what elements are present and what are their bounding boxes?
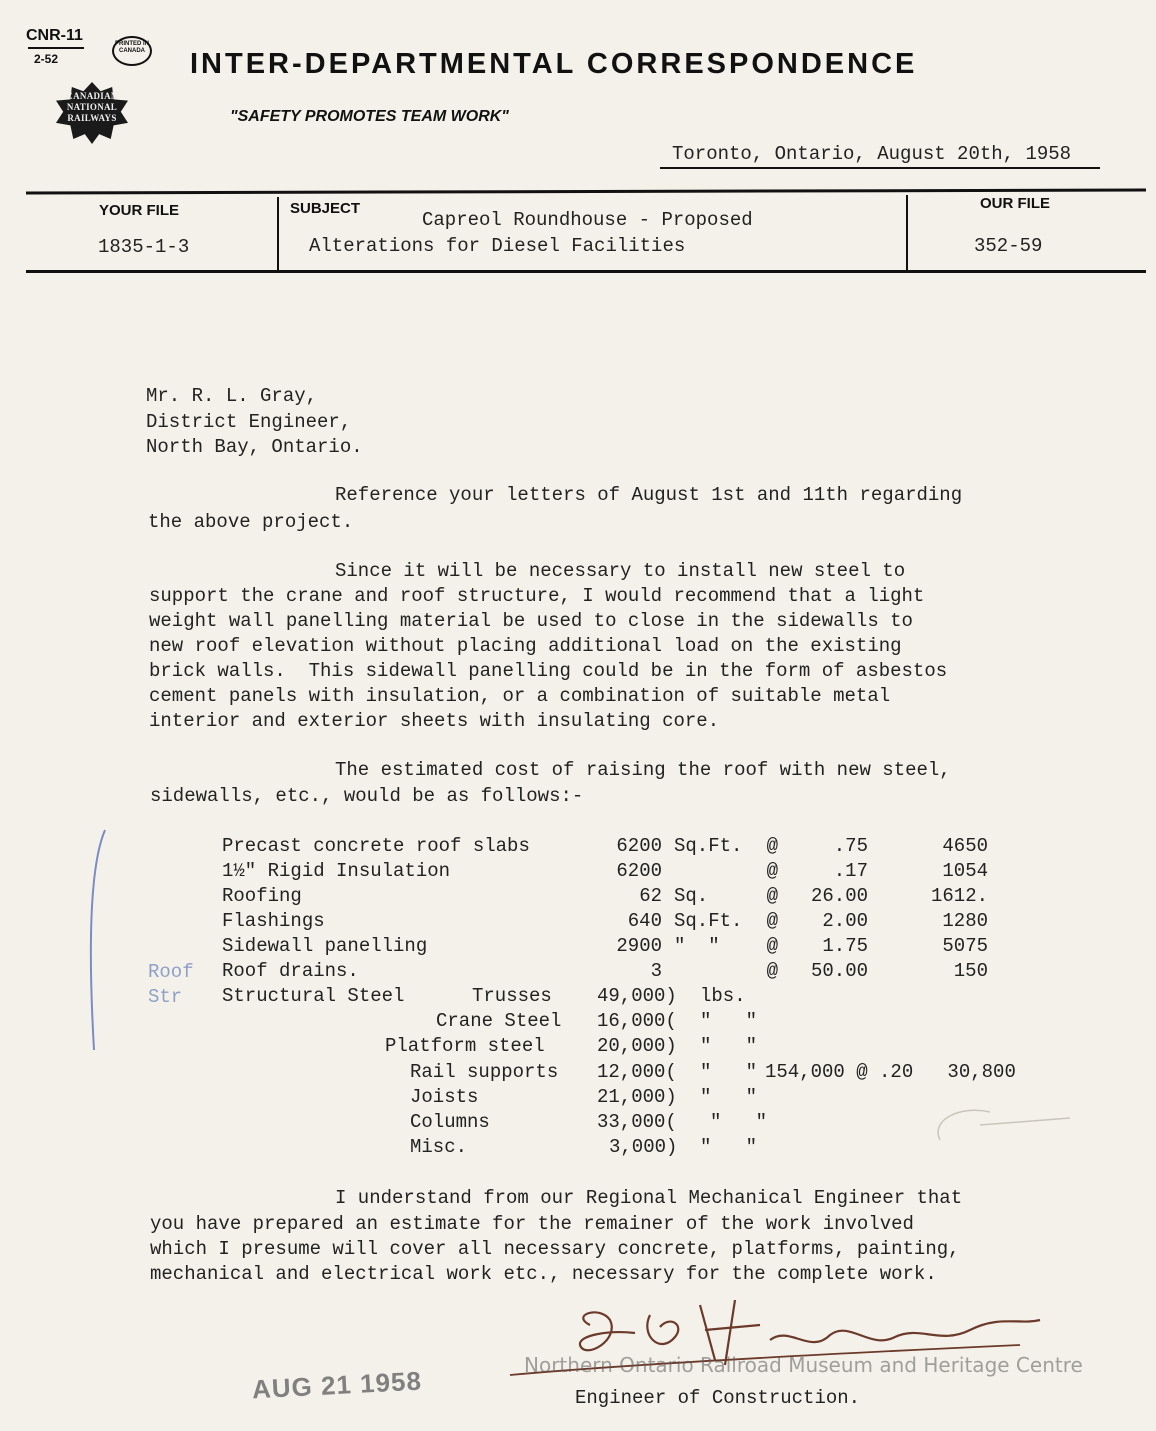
- steel-row-unit: " ": [700, 1086, 758, 1108]
- steel-row-unit: " ": [710, 1111, 768, 1133]
- steel-row-unit: " ": [700, 1010, 758, 1032]
- paragraph-2-line-3: weight wall panelling material be used to close in the sidewalls to: [149, 610, 913, 632]
- cost-at-sign: @: [766, 885, 778, 907]
- paragraph-3-line-2: sidewalls, etc., would be as follows:-: [150, 785, 584, 807]
- cost-unit: [662, 860, 754, 885]
- cost-unit: [662, 960, 754, 985]
- our-file-label: OUR FILE: [980, 195, 1050, 212]
- printed-in-canada-text: PRINTED IN CANADA: [114, 41, 149, 54]
- paragraph-3-line-1: The estimated cost of raising the roof with new steel,: [335, 759, 951, 781]
- paragraph-2-line-6: cement panels with insulation, or a combination of suitable metal: [149, 685, 891, 707]
- cost-item: 1½" Rigid Insulation: [222, 860, 451, 882]
- cost-rate: .17: [833, 860, 868, 882]
- cost-quantity: 640: [627, 910, 662, 932]
- cost-amount: 1054: [942, 860, 988, 882]
- steel-row-unit: " ": [700, 1035, 758, 1057]
- cost-rate: 26.00: [810, 885, 868, 907]
- form-code: CNR-11: [26, 27, 83, 44]
- cost-rate: 2.00: [822, 910, 868, 932]
- paragraph-2-line-5: brick walls. This sidewall panelling could be in the form of asbestos: [149, 660, 948, 682]
- cost-row: [222, 835, 988, 860]
- cost-at-sign: @: [766, 835, 778, 857]
- cost-row: [222, 960, 988, 985]
- steel-row-unit: " ": [700, 1061, 758, 1083]
- steel-row-qty: 16,000(: [597, 1010, 677, 1032]
- steel-row-qty: 49,000): [597, 985, 677, 1007]
- steel-row: Joists: [410, 1086, 479, 1108]
- cost-at-sign: @: [766, 935, 778, 957]
- paragraph-4-line-2: you have prepared an estimate for the remainer of the work involved: [150, 1213, 914, 1235]
- form-code-date: 2-52: [34, 52, 59, 66]
- cost-item: Sidewall panelling: [222, 935, 428, 957]
- cost-unit: Sq.Ft.: [674, 835, 743, 857]
- our-file-value: 352-59: [974, 235, 1043, 257]
- header-box-divider-1: [277, 197, 279, 273]
- cost-item: Flashings: [222, 910, 325, 932]
- steel-row-qty: 20,000): [597, 1035, 677, 1057]
- cost-item: Roofing: [222, 885, 302, 907]
- cost-rate: .75: [833, 835, 868, 857]
- structural-steel-heading: Structural Steel: [222, 985, 405, 1007]
- cost-row: [222, 860, 988, 885]
- cost-amount: 1612.: [930, 885, 988, 907]
- your-file-value: 1835-1-3: [98, 236, 190, 258]
- addressee-line-3: North Bay, Ontario.: [146, 436, 363, 458]
- header-box-bottom: [26, 270, 1146, 273]
- addressee-line-1: Mr. R. L. Gray,: [146, 385, 318, 407]
- cost-amount: 5075: [942, 935, 988, 957]
- form-heading: INTER-DEPARTMENTAL CORRESPONDENCE: [190, 48, 918, 80]
- margin-note-str: Str: [148, 986, 183, 1008]
- steel-row: Misc.: [410, 1136, 468, 1158]
- cost-quantity: 62: [639, 885, 662, 907]
- cost-rate: 1.75: [822, 935, 868, 957]
- museum-watermark: Northern Ontario Railroad Museum and Heritage Centre: [524, 1353, 1083, 1377]
- received-date-stamp: AUG 21 1958: [251, 1365, 423, 1405]
- paragraph-4-line-1: I understand from our Regional Mechanical Engineer that: [335, 1187, 963, 1209]
- steel-row-qty: 12,000(: [597, 1061, 677, 1083]
- cost-unit: Sq.Ft.: [674, 910, 743, 932]
- steel-row: Rail supports: [410, 1061, 559, 1083]
- paragraph-1-line-2: the above project.: [148, 511, 354, 533]
- handwritten-signature: [500, 1285, 1060, 1395]
- steel-row-unit: " ": [700, 1136, 758, 1158]
- cost-amount: 150: [953, 960, 988, 982]
- cost-item: Roof drains.: [222, 960, 359, 982]
- margin-note-roof: Roof: [148, 961, 194, 983]
- cost-quantity: 6200: [616, 835, 662, 857]
- pen-margin-mark: [60, 825, 120, 1055]
- steel-row: Crane Steel: [436, 1010, 562, 1032]
- cost-quantity: 2900: [616, 935, 662, 957]
- subject-line-1: Capreol Roundhouse - Proposed: [422, 209, 753, 231]
- cost-table: [222, 835, 988, 985]
- subject-line-2: Alterations for Diesel Facilities: [309, 235, 686, 257]
- paragraph-2-line-4: new roof elevation without placing additional load on the existing: [149, 635, 902, 657]
- cost-quantity: 3: [650, 960, 662, 982]
- your-file-label: YOUR FILE: [99, 202, 180, 219]
- cost-rate: 50.00: [810, 960, 868, 982]
- paragraph-4-line-3: which I presume will cover all necessary concrete, platforms, painting,: [150, 1238, 960, 1260]
- cost-at-sign: @: [766, 860, 778, 882]
- pencil-scribble: [920, 1100, 1090, 1160]
- addressee-line-2: District Engineer,: [146, 411, 352, 433]
- signature-title: Engineer of Construction.: [575, 1387, 861, 1409]
- steel-row: Columns: [410, 1111, 490, 1133]
- steel-row: Trusses: [472, 985, 552, 1007]
- header-box-divider-2: [906, 195, 908, 271]
- cost-at-sign: @: [766, 960, 778, 982]
- date-underline: [660, 167, 1100, 169]
- paragraph-1-line-1: Reference your letters of August 1st and 11th regarding: [335, 484, 963, 506]
- paragraph-4-line-4: mechanical and electrical work etc., necessary for the complete work.: [150, 1263, 937, 1285]
- cost-unit: Sq.: [674, 885, 709, 907]
- form-code-rule: [28, 47, 84, 49]
- cost-amount: 1280: [942, 910, 988, 932]
- form-slogan: "SAFETY PROMOTES TEAM WORK": [230, 108, 509, 125]
- subject-label: SUBJECT: [290, 200, 361, 217]
- cost-item: Precast concrete roof slabs: [222, 835, 530, 857]
- place-date: Toronto, Ontario, August 20th, 1958: [672, 143, 1072, 165]
- cost-quantity: 6200: [616, 860, 662, 882]
- cost-row: [222, 910, 988, 935]
- steel-row-qty: 33,000(: [597, 1111, 677, 1133]
- cost-row: [222, 935, 988, 960]
- steel-row-qty: 3,000): [609, 1136, 678, 1158]
- cost-unit: " ": [674, 935, 720, 957]
- paragraph-2-line-7: interior and exterior sheets with insulating core.: [149, 710, 720, 732]
- header-box-top: [26, 189, 1146, 195]
- cnr-logo-text: CANADIAN NATIONAL RAILWAYS: [66, 91, 118, 123]
- steel-total: 154,000 @ .20 30,800: [765, 1061, 1016, 1083]
- paragraph-2-line-2: support the crane and roof structure, I would recommend that a light: [149, 585, 925, 607]
- steel-row-qty: 21,000): [597, 1086, 677, 1108]
- steel-row-unit: lbs.: [700, 985, 746, 1007]
- steel-row: Platform steel: [385, 1035, 545, 1057]
- paragraph-2-line-1: Since it will be necessary to install new steel to: [335, 560, 906, 582]
- cost-row: [222, 885, 988, 910]
- cost-amount: 4650: [942, 835, 988, 857]
- cost-at-sign: @: [766, 910, 778, 932]
